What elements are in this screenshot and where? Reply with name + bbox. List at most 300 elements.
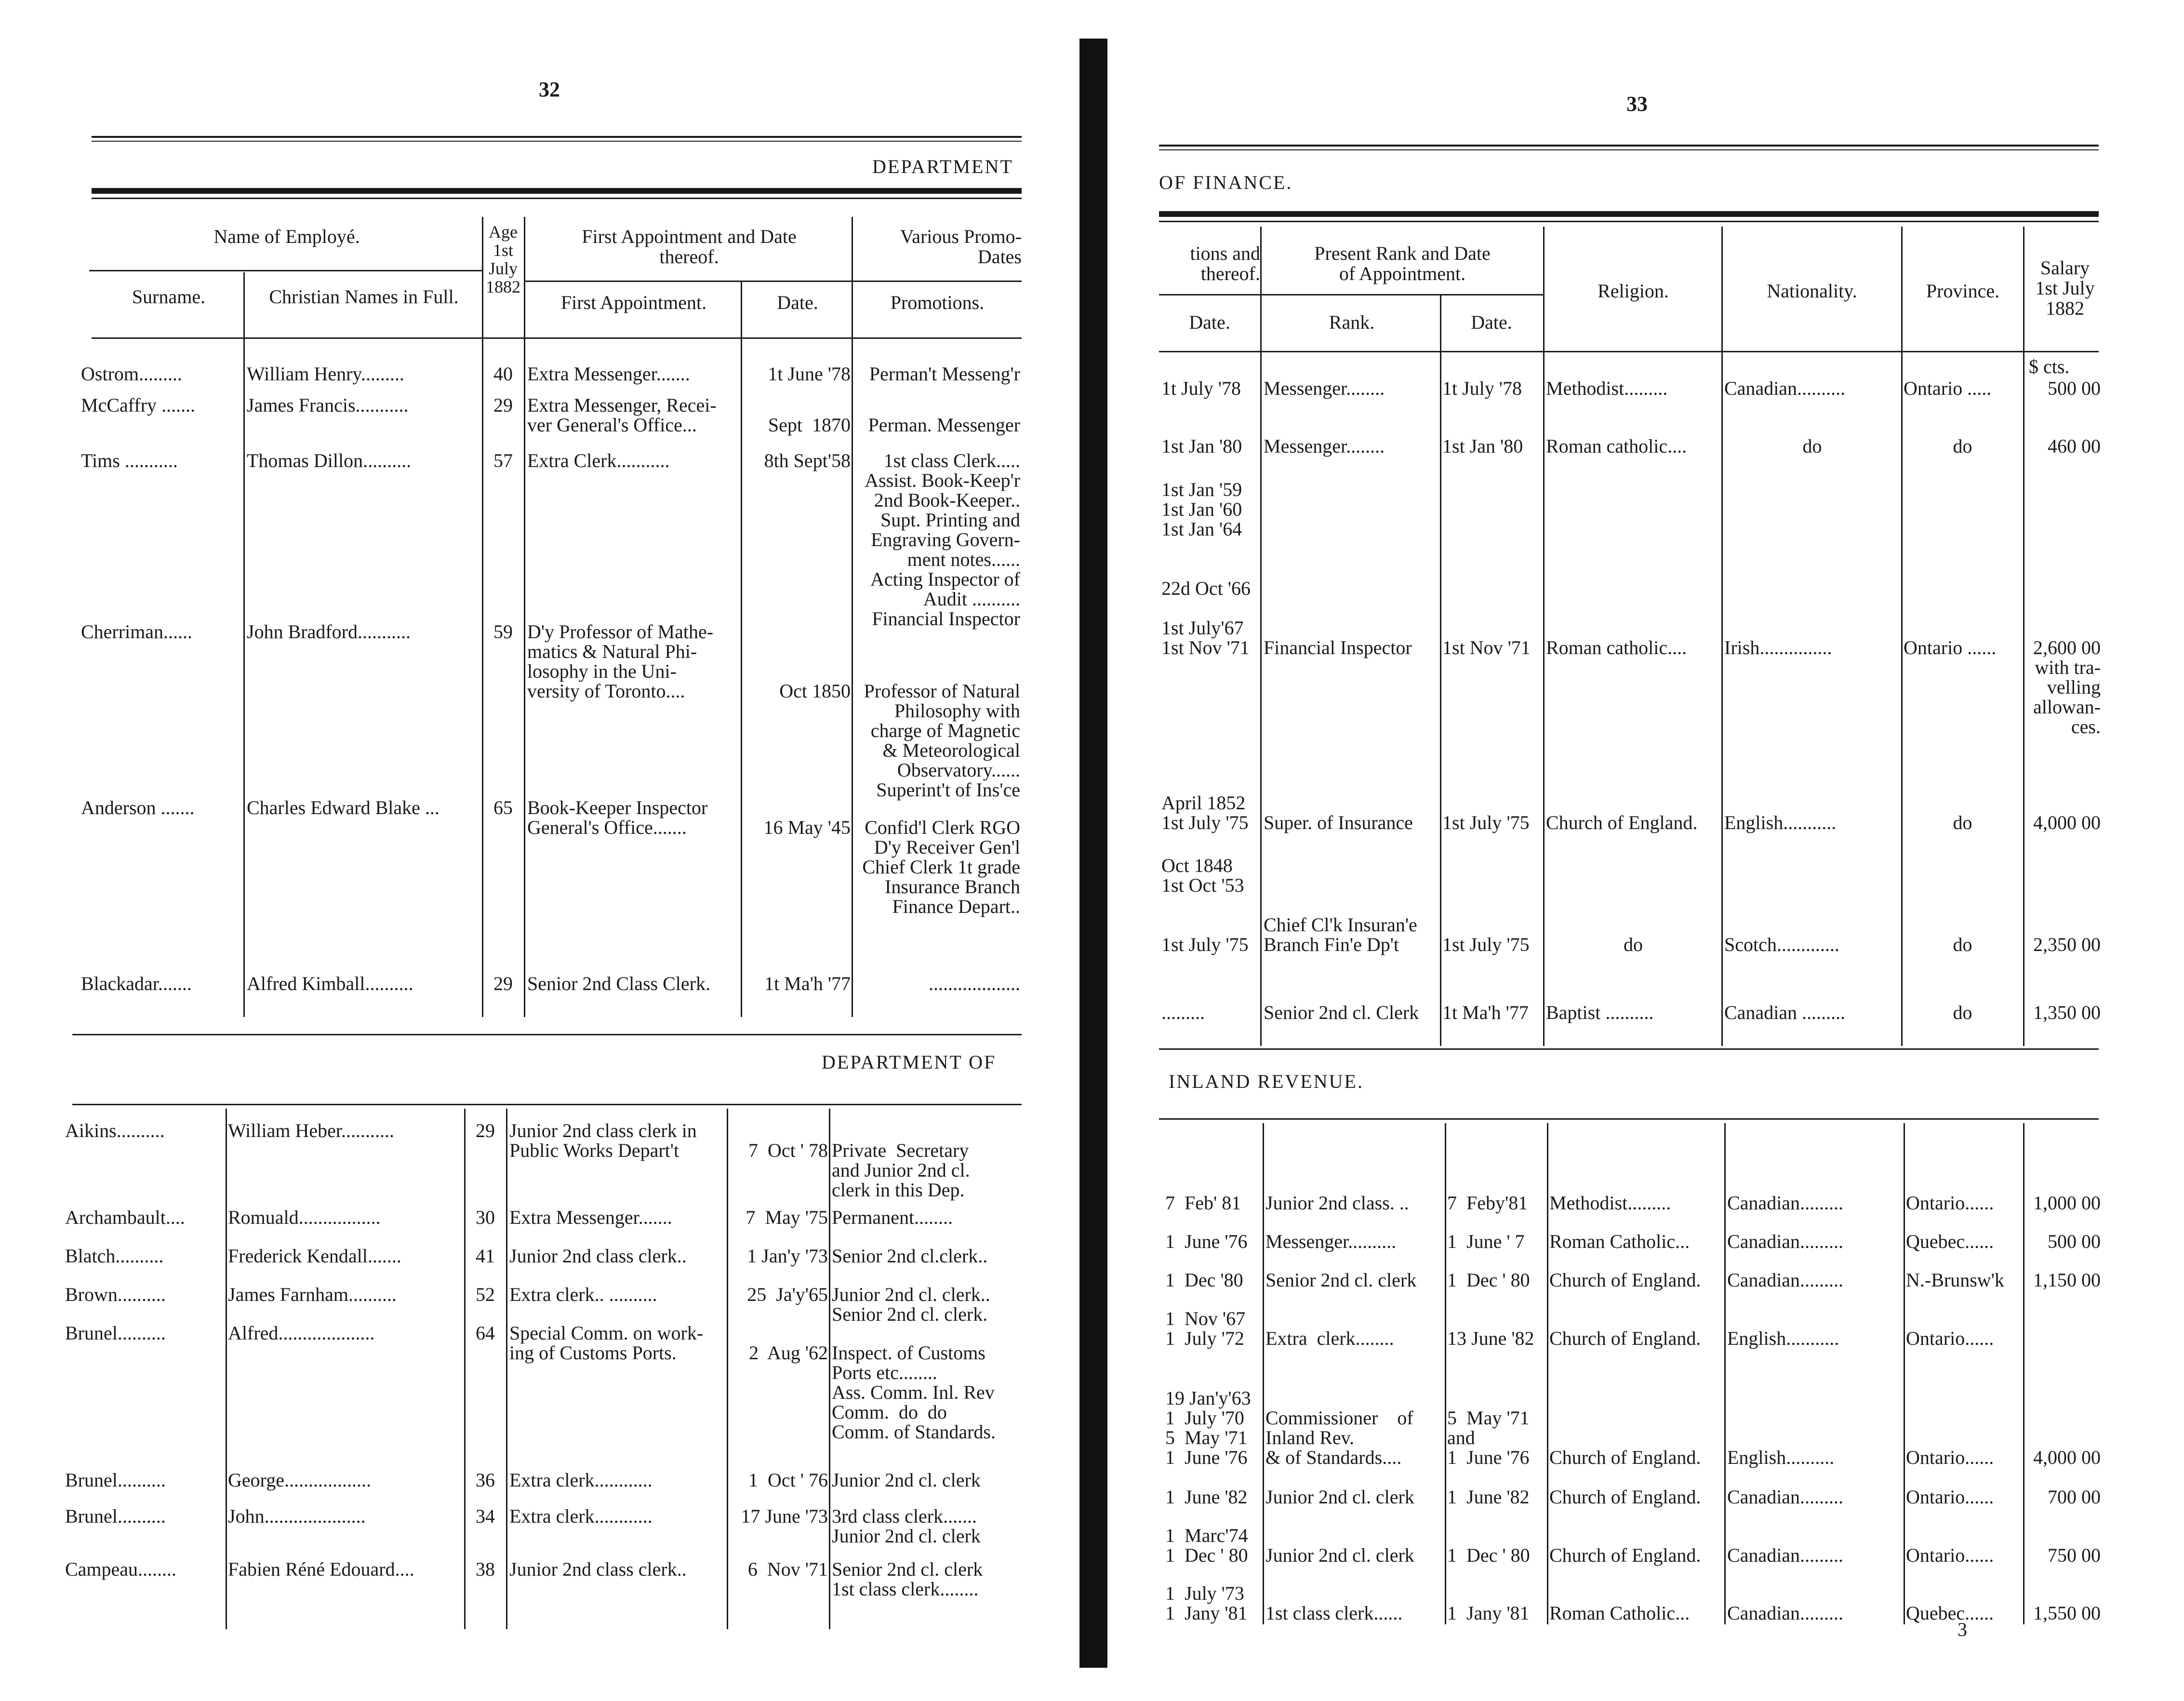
christian-name-cell: Thomas Dillon..........: [247, 450, 412, 471]
rank-date-cell: and: [1447, 1427, 1475, 1448]
col-divider: [741, 282, 742, 1017]
col-header-promotion-dates-group: tions and thereof.: [1190, 242, 1260, 284]
col-header-promotions: Promotions.: [890, 292, 985, 313]
rank-cell: Messenger..........: [1265, 1231, 1397, 1252]
surname-cell: Cherriman......: [81, 621, 193, 643]
age-cell: 29: [476, 1120, 495, 1141]
date-cell: 16 May '45: [763, 817, 851, 838]
salary-cell: 1,550 00: [2033, 1602, 2101, 1624]
promotion-date-cell: 1 Dec '80: [1165, 1269, 1243, 1291]
christian-name-cell: George..................: [228, 1469, 371, 1491]
col-header-first-appointment-group: First Appointment and Date thereof.: [582, 226, 797, 268]
nationality-cell: Canadian.........: [1727, 1486, 1844, 1508]
religion-cell: Methodist.........: [1549, 1192, 1671, 1214]
date-cell: 1 Oct ' 76: [748, 1469, 828, 1491]
surname-cell: Brunel..........: [65, 1505, 166, 1527]
promotion-cell: Acting Inspector of: [870, 568, 1020, 590]
department-header-2: INLAND REVENUE.: [1169, 1071, 1364, 1092]
religion-cell: Roman catholic....: [1546, 637, 1687, 658]
age-cell: 30: [476, 1206, 495, 1228]
col-divider: [1445, 1123, 1446, 1624]
age-cell: 59: [493, 621, 513, 643]
footer-mark: 3: [1958, 1619, 1967, 1640]
rule: [72, 1034, 1022, 1035]
promotion-date-cell: 7 Feb' 81: [1165, 1192, 1241, 1214]
province-cell: Ontario......: [1906, 1544, 1994, 1566]
salary-cell: velling: [2047, 676, 2101, 698]
surname-cell: Blatch..........: [65, 1245, 164, 1267]
date-cell: Oct 1850: [779, 680, 851, 702]
rank-date-cell: 1 June '76: [1447, 1447, 1530, 1468]
col-divider: [506, 1109, 507, 1629]
promotion-cell: ...................: [929, 973, 1020, 994]
first-appointment-cell: Junior 2nd class clerk..: [509, 1558, 687, 1580]
rank-cell: Junior 2nd class. ..: [1265, 1192, 1409, 1214]
col-divider: [226, 1109, 227, 1629]
christian-name-cell: Alfred....................: [228, 1322, 375, 1344]
christian-name-cell: James Farnham..........: [228, 1284, 397, 1305]
col-divider: [2023, 1123, 2024, 1624]
promotion-date-cell: 1st Nov '71: [1161, 637, 1250, 658]
promotion-cell: Chief Clerk 1t grade: [862, 856, 1020, 878]
christian-name-cell: Fabien Réné Edouard....: [228, 1558, 414, 1580]
first-appointment-cell: D'y Professor of Mathe-: [527, 621, 714, 643]
first-appointment-cell: Public Works Depart't: [509, 1139, 679, 1161]
surname-cell: Aikins..........: [65, 1120, 165, 1141]
promotion-cell: 1st class Clerk.....: [883, 450, 1020, 471]
col-divider: [1543, 227, 1545, 1046]
province-cell: Quebec......: [1906, 1602, 1994, 1624]
nationality-cell: Canadian.........: [1727, 1192, 1844, 1214]
promotion-cell: Private Secretary: [832, 1139, 969, 1161]
promotion-date-cell: 22d Oct '66: [1161, 577, 1251, 599]
salary-cell: with tra-: [2035, 656, 2101, 678]
age-cell: 34: [476, 1505, 495, 1527]
first-appointment-cell: Extra Clerk...........: [527, 450, 670, 471]
surname-cell: Campeau........: [65, 1558, 177, 1580]
rank-cell: 1st class clerk......: [1265, 1602, 1403, 1624]
rank-cell: Branch Fin'e Dp't: [1264, 934, 1399, 955]
rank-date-cell: 1 Dec ' 80: [1447, 1269, 1530, 1291]
first-appointment-cell: Extra clerk............: [509, 1469, 653, 1491]
age-cell: 52: [476, 1284, 495, 1305]
promotion-cell: Junior 2nd cl. clerk: [832, 1525, 981, 1547]
salary-cell: 700 00: [2048, 1486, 2101, 1508]
rank-date-cell: 1 June ' 7: [1447, 1231, 1525, 1252]
province-cell: do: [1953, 1002, 1972, 1023]
promotion-date-cell: 1 July '70: [1165, 1407, 1244, 1429]
salary-cell: 460 00: [2048, 435, 2101, 457]
religion-cell: Church of England.: [1549, 1447, 1701, 1468]
col-header-first-appointment: First Appointment.: [560, 292, 707, 313]
promotion-cell: Junior 2nd cl. clerk..: [832, 1284, 990, 1305]
promotion-date-cell: 1 Nov '67: [1165, 1308, 1246, 1329]
surname-cell: Blackadar.......: [81, 973, 192, 994]
promotion-date-cell: 1st Jan '80: [1161, 435, 1242, 457]
age-cell: 29: [493, 394, 513, 416]
col-divider: [243, 272, 245, 1017]
province-cell: do: [1953, 435, 1972, 457]
promotion-date-cell: Oct 1848: [1161, 855, 1233, 876]
page-number: 32: [539, 78, 560, 101]
rank-cell: Super. of Insurance: [1264, 812, 1413, 833]
col-divider: [2023, 227, 2024, 1046]
first-appointment-cell: Extra clerk............: [509, 1505, 653, 1527]
currency-note: $ cts.: [2029, 356, 2070, 377]
christian-name-cell: Alfred Kimball..........: [247, 973, 413, 994]
christian-name-cell: James Francis...........: [247, 394, 409, 416]
date-cell: 1t Ma'h '77: [764, 973, 851, 994]
rank-cell: Commissioner of: [1265, 1407, 1413, 1429]
nationality-cell: English..........: [1727, 1447, 1835, 1468]
date-cell: 8th Sept'58: [764, 450, 851, 471]
col-header-christian: Christian Names in Full.: [269, 286, 459, 308]
promotion-date-cell: 1 Marc'74: [1165, 1525, 1248, 1546]
first-appointment-cell: Extra Messenger.......: [527, 363, 690, 385]
date-cell: 1 Jan'y '73: [747, 1245, 828, 1267]
promotion-cell: charge of Magnetic: [870, 720, 1020, 741]
promotion-date-cell: 1st July '75: [1161, 934, 1249, 955]
department-header: DEPARTMENT: [872, 156, 1013, 177]
first-appointment-cell: General's Office.......: [527, 817, 687, 838]
province-cell: do: [1953, 812, 1972, 833]
salary-cell: 750 00: [2048, 1544, 2101, 1566]
promotion-cell: Senior 2nd cl.clerk..: [832, 1245, 988, 1267]
rule: [1159, 351, 2099, 352]
promotion-cell: Superint't of Ins'ce: [876, 779, 1020, 801]
rank-cell: Junior 2nd cl. clerk: [1265, 1544, 1414, 1566]
religion-cell: Roman Catholic...: [1549, 1231, 1690, 1252]
rule: [92, 337, 1022, 339]
department-header: OF FINANCE.: [1159, 172, 1293, 193]
salary-cell: 2,350 00: [2033, 934, 2101, 955]
rank-cell: Senior 2nd cl. clerk: [1265, 1269, 1417, 1291]
col-divider: [1721, 227, 1723, 1046]
first-appointment-cell: Book-Keeper Inspector: [527, 797, 708, 818]
promotion-date-cell: 1t July '78: [1161, 377, 1241, 399]
col-header-age: Age 1st July 1882: [486, 222, 520, 296]
salary-cell: 500 00: [2048, 1231, 2101, 1252]
promotion-date-cell: .........: [1161, 1002, 1205, 1023]
promotion-cell: Permanent........: [832, 1206, 953, 1228]
age-cell: 57: [493, 450, 513, 471]
christian-name-cell: Frederick Kendall.......: [228, 1245, 401, 1267]
promotion-cell: Perman't Messeng'r: [869, 363, 1020, 385]
col-header-promotions-group: Various Promo- Dates: [900, 226, 1022, 268]
col-header-religion: Religion.: [1598, 280, 1669, 302]
rank-date-cell: 7 Feby'81: [1447, 1192, 1528, 1214]
province-cell: Ontario......: [1906, 1327, 1994, 1349]
nationality-cell: English...........: [1724, 812, 1837, 833]
first-appointment-cell: losophy in the Uni-: [527, 660, 677, 682]
rank-cell: Messenger........: [1264, 377, 1385, 399]
province-cell: Ontario......: [1906, 1486, 1994, 1508]
promotion-cell: Perman. Messenger: [868, 414, 1020, 436]
first-appointment-cell: matics & Natural Phi-: [527, 641, 697, 662]
promotion-cell: Engraving Govern-: [871, 529, 1020, 550]
rule: [89, 270, 482, 271]
promotion-cell: Inspect. of Customs: [832, 1342, 985, 1364]
col-divider: [1263, 1123, 1264, 1624]
col-header-date: Date.: [1189, 311, 1230, 333]
col-divider: [524, 217, 525, 1017]
rule: [92, 198, 1022, 199]
religion-cell: Church of England.: [1546, 812, 1698, 833]
first-appointment-cell: Senior 2nd Class Clerk.: [527, 973, 710, 994]
rank-cell: Inland Rev.: [1265, 1427, 1355, 1448]
surname-cell: Archambault....: [65, 1206, 185, 1228]
christian-name-cell: William Henry.........: [247, 363, 404, 385]
page-number: 33: [1626, 92, 1648, 116]
religion-cell: Church of England.: [1549, 1327, 1701, 1349]
promotion-date-cell: 1 Jany '81: [1165, 1602, 1248, 1624]
rank-date-cell: 1t Ma'h '77: [1442, 1002, 1529, 1023]
salary-cell: 4,000 00: [2033, 812, 2101, 833]
col-divider: [852, 217, 853, 1017]
promotion-cell: D'y Receiver Gen'l: [874, 836, 1020, 858]
rule: [92, 136, 1022, 138]
promotion-cell: Assist. Book-Keep'r: [865, 469, 1020, 491]
col-header-present-rank-group: Present Rank and Date of Appointment.: [1314, 242, 1491, 284]
promotion-cell: 3rd class clerk.......: [832, 1505, 977, 1527]
date-cell: 7 Oct ' 78: [748, 1139, 828, 1161]
promotion-date-cell: April 1852: [1161, 792, 1246, 814]
nationality-cell: Scotch.............: [1724, 934, 1839, 955]
date-cell: 17 June '73: [741, 1505, 828, 1527]
promotion-date-cell: 1 June '82: [1165, 1486, 1248, 1508]
religion-cell: Baptist ..........: [1546, 1002, 1654, 1023]
nationality-cell: Canadian.........: [1727, 1544, 1844, 1566]
age-cell: 29: [493, 973, 513, 994]
rank-date-cell: 13 June '82: [1447, 1327, 1534, 1349]
col-divider: [1440, 295, 1441, 1046]
promotion-cell: Ports etc........: [832, 1362, 937, 1383]
province-cell: Ontario......: [1906, 1192, 1994, 1214]
rank-date-cell: 1st July '75: [1442, 934, 1530, 955]
date-cell: Sept 1870: [768, 414, 851, 436]
col-header-date: Date.: [777, 292, 818, 313]
salary-cell: 500 00: [2048, 377, 2101, 399]
department-header-2: DEPARTMENT OF: [822, 1051, 997, 1073]
promotion-cell: Philosophy with: [894, 700, 1020, 722]
col-divider: [464, 1109, 466, 1629]
salary-cell: 1,350 00: [2033, 1002, 2101, 1023]
christian-name-cell: Charles Edward Blake ...: [247, 797, 439, 818]
surname-cell: Brunel..........: [65, 1469, 166, 1491]
first-appointment-cell: Extra Messenger.......: [509, 1206, 672, 1228]
salary-cell: 4,000 00: [2033, 1447, 2101, 1468]
province-cell: do: [1953, 934, 1972, 955]
rule: [1159, 1048, 2099, 1050]
salary-cell: 2,600 00: [2033, 637, 2101, 658]
nationality-cell: Irish...............: [1724, 637, 1832, 658]
rule: [1159, 149, 2099, 150]
first-appointment-cell: Extra clerk.. ..........: [509, 1284, 657, 1305]
age-cell: 64: [476, 1322, 495, 1344]
rank-cell: & of Standards....: [1265, 1447, 1402, 1468]
promotion-date-cell: 1st July'67: [1161, 617, 1244, 639]
heavy-rule: [92, 188, 1022, 194]
rank-cell: Extra clerk........: [1265, 1327, 1394, 1349]
col-divider: [1901, 227, 1903, 1046]
surname-cell: Anderson .......: [81, 797, 195, 818]
nationality-cell: Canadian .........: [1724, 1002, 1846, 1023]
age-cell: 41: [476, 1245, 495, 1267]
col-header-surname: Surname.: [132, 286, 206, 308]
religion-cell: Church of England.: [1549, 1269, 1701, 1291]
first-appointment-cell: ver General's Office...: [527, 414, 697, 436]
rank-date-cell: 1st Jan '80: [1442, 435, 1523, 457]
christian-name-cell: John Bradford...........: [247, 621, 411, 643]
promotion-cell: Confid'l Clerk RGO: [865, 817, 1020, 838]
province-cell: Quebec......: [1906, 1231, 1994, 1252]
christian-name-cell: Romuald.................: [228, 1206, 381, 1228]
rank-cell: Messenger........: [1264, 435, 1385, 457]
promotion-date-cell: 1st July '75: [1161, 812, 1249, 833]
rank-cell: Chief Cl'k Insuran'e: [1264, 914, 1417, 936]
rule: [72, 1104, 1022, 1105]
age-cell: 40: [493, 363, 513, 385]
col-divider: [1904, 1123, 1905, 1624]
rank-date-cell: 1st Nov '71: [1442, 637, 1531, 658]
book-spine: [1079, 39, 1107, 1668]
nationality-cell: do: [1802, 435, 1822, 457]
date-cell: 1t June '78: [768, 363, 851, 385]
promotion-cell: Senior 2nd cl. clerk.: [832, 1303, 988, 1325]
promotion-cell: Supt. Printing and: [880, 509, 1020, 531]
rank-cell: Junior 2nd cl. clerk: [1265, 1486, 1414, 1508]
promotion-date-cell: 19 Jan'y'63: [1165, 1387, 1251, 1409]
surname-cell: Tims ...........: [81, 450, 178, 471]
rule: [1159, 145, 2099, 147]
col-divider: [1260, 227, 1262, 1046]
rank-cell: Financial Inspector: [1264, 637, 1412, 658]
promotion-date-cell: 1 June '76: [1165, 1447, 1248, 1468]
rule: [92, 141, 1022, 142]
heavy-rule: [1159, 211, 2099, 217]
first-appointment-cell: Junior 2nd class clerk in: [509, 1120, 697, 1141]
col-divider: [1724, 1123, 1726, 1624]
promotion-date-cell: 5 May '71: [1165, 1427, 1248, 1448]
promotion-cell: Comm. of Standards.: [832, 1421, 996, 1443]
col-divider: [727, 1109, 728, 1629]
promotion-cell: ment notes......: [907, 549, 1020, 570]
rank-date-cell: 5 May '71: [1447, 1407, 1530, 1429]
religion-cell: Roman Catholic...: [1549, 1602, 1690, 1624]
promotion-cell: Insurance Branch: [885, 876, 1020, 897]
nationality-cell: English...........: [1727, 1327, 1839, 1349]
promotion-cell: clerk in this Dep.: [832, 1179, 965, 1201]
surname-cell: Ostrom.........: [81, 363, 182, 385]
date-cell: 6 Nov '71: [747, 1558, 828, 1580]
christian-name-cell: William Heber...........: [228, 1120, 394, 1141]
promotion-cell: Comm. do do: [832, 1401, 947, 1423]
date-cell: 7 May '75: [746, 1206, 828, 1228]
rank-date-cell: 1 June '82: [1447, 1486, 1530, 1508]
promotion-cell: & Meteorological: [882, 739, 1020, 761]
province-cell: N.-Brunsw'k: [1906, 1269, 2004, 1291]
salary-cell: ces.: [2071, 716, 2101, 737]
religion-cell: Methodist.........: [1546, 377, 1668, 399]
rule: [1159, 221, 2099, 222]
religion-cell: Roman catholic....: [1546, 435, 1687, 457]
surname-cell: Brown..........: [65, 1284, 166, 1305]
religion-cell: Church of England.: [1549, 1486, 1701, 1508]
promotion-cell: Junior 2nd cl. clerk: [832, 1469, 981, 1491]
first-appointment-cell: Junior 2nd class clerk..: [509, 1245, 687, 1267]
promotion-cell: Observatory......: [897, 759, 1020, 781]
surname-cell: McCaffry .......: [81, 394, 195, 416]
promotion-cell: Professor of Natural: [864, 680, 1020, 702]
rank-date-cell: 1t July '78: [1442, 377, 1522, 399]
col-header-name: Name of Employé.: [213, 226, 360, 247]
col-header-province: Province.: [1926, 280, 2000, 302]
religion-cell: do: [1624, 934, 1643, 955]
rule: [1159, 294, 1545, 295]
salary-cell: 1,000 00: [2033, 1192, 2101, 1214]
promotion-cell: 1st class clerk........: [832, 1578, 979, 1600]
age-cell: 36: [476, 1469, 495, 1491]
surname-cell: Brunel..........: [65, 1322, 166, 1344]
promotion-cell: Ass. Comm. Inl. Rev: [832, 1381, 995, 1403]
first-appointment-cell: versity of Toronto....: [527, 680, 685, 702]
rank-date-cell: 1 Jany '81: [1447, 1602, 1530, 1624]
col-header-nationality: Nationality.: [1767, 280, 1857, 302]
nationality-cell: Canadian.........: [1727, 1602, 1844, 1624]
promotion-date-cell: 1 Dec ' 80: [1165, 1544, 1248, 1566]
promotion-date-cell: 1 July '72: [1165, 1327, 1244, 1349]
province-cell: Ontario .....: [1904, 377, 1992, 399]
promotion-date-cell: 1st Oct '53: [1161, 874, 1244, 896]
promotion-cell: Senior 2nd cl. clerk: [832, 1558, 983, 1580]
religion-cell: Church of England.: [1549, 1544, 1701, 1566]
promotion-cell: 2nd Book-Keeper..: [874, 489, 1020, 511]
promotion-date-cell: 1st Jan '64: [1161, 518, 1242, 540]
col-header-salary: Salary 1st July 1882: [2035, 257, 2095, 319]
promotion-date-cell: 1st Jan '59: [1161, 479, 1242, 500]
nationality-cell: Canadian.........: [1727, 1269, 1844, 1291]
rank-date-cell: 1 Dec ' 80: [1447, 1544, 1530, 1566]
salary-cell: allowan-: [2033, 696, 2101, 718]
christian-name-cell: John.....................: [228, 1505, 366, 1527]
age-cell: 65: [493, 797, 513, 818]
nationality-cell: Canadian..........: [1724, 377, 1846, 399]
first-appointment-cell: Extra Messenger, Recei-: [527, 394, 717, 416]
nationality-cell: Canadian.........: [1727, 1231, 1844, 1252]
promotion-date-cell: 1 July '73: [1165, 1582, 1244, 1604]
rank-date-cell: 1st July '75: [1442, 812, 1530, 833]
col-divider: [482, 217, 483, 1017]
rank-cell: Senior 2nd cl. Clerk: [1264, 1002, 1419, 1023]
province-cell: Ontario ......: [1904, 637, 1997, 658]
province-cell: Ontario......: [1906, 1447, 1994, 1468]
promotion-cell: Financial Inspector: [872, 608, 1020, 630]
col-header-rank: Rank.: [1329, 311, 1375, 333]
promotion-date-cell: 1st Jan '60: [1161, 498, 1242, 520]
age-cell: 38: [476, 1558, 495, 1580]
rule: [1159, 1118, 2099, 1120]
promotion-date-cell: 1 June '76: [1165, 1231, 1248, 1252]
first-appointment-cell: ing of Customs Ports.: [509, 1342, 677, 1364]
col-header-rank-date: Date.: [1471, 311, 1512, 333]
date-cell: 25 Ja'y'65: [747, 1284, 828, 1305]
promotion-cell: Finance Depart..: [892, 896, 1020, 917]
date-cell: 2 Aug '62: [749, 1342, 828, 1364]
col-divider: [1547, 1123, 1548, 1624]
rule: [525, 281, 1022, 282]
salary-cell: 1,150 00: [2033, 1269, 2101, 1291]
promotion-cell: and Junior 2nd cl.: [832, 1159, 970, 1181]
